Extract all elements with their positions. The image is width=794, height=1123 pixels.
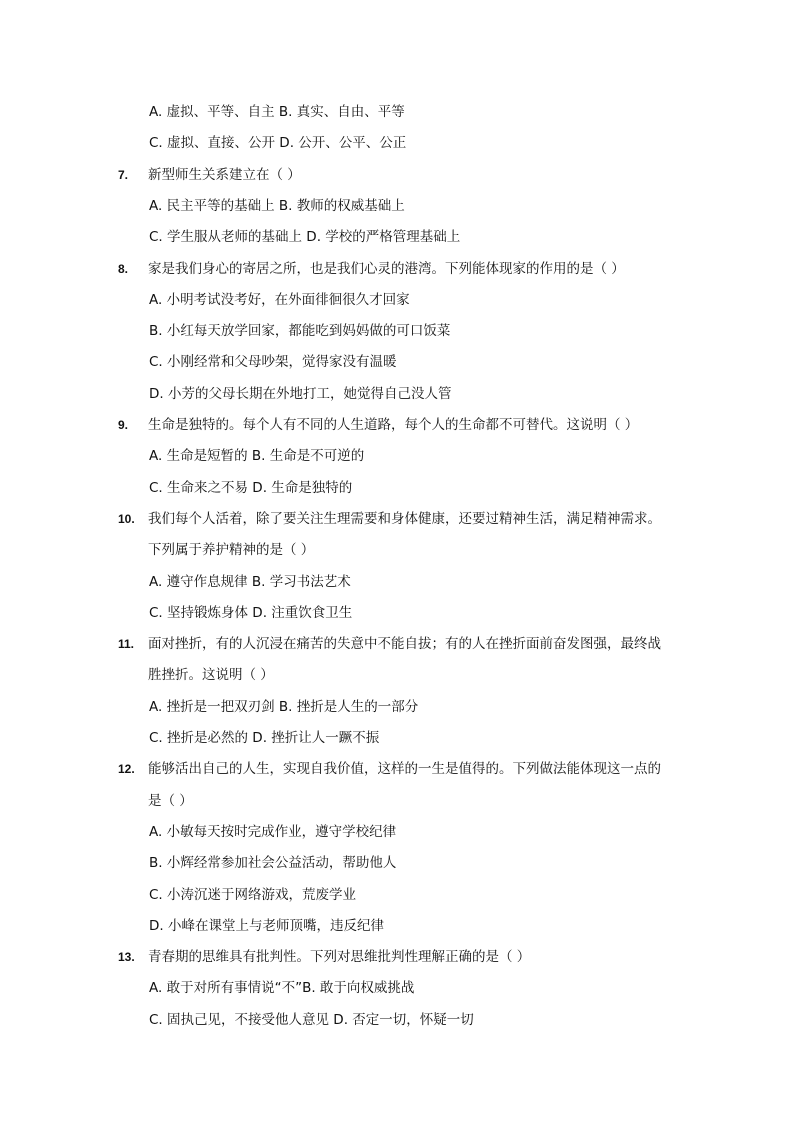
answer-options: A. 遵守作息规律 B. 学习书法艺术	[149, 574, 351, 590]
question-text: 生命是独特的。每个人有不同的人生道路，每个人的生命都不可替代。这说明（ ）	[148, 417, 639, 433]
answer-options: C. 固执己见，不接受他人意见 D. 否定一切，怀疑一切	[149, 1012, 474, 1028]
question-number: 11.	[118, 637, 135, 651]
answer-options: A. 挫折是一把双刃剑 B. 挫折是人生的一部分	[149, 699, 419, 715]
question-number: 9.	[118, 418, 129, 432]
answer-options: B. 小红每天放学回家，都能吃到妈妈做的可口饭菜	[149, 323, 451, 339]
answer-options: A. 敢于对所有事情说“不”B. 敢于向权威挑战	[149, 980, 415, 996]
answer-options: B. 小辉经常参加社会公益活动，帮助他人	[149, 855, 397, 871]
question-number: 7.	[118, 168, 129, 182]
answer-options: C. 挫折是必然的 D. 挫折让人一蹶不振	[149, 730, 380, 746]
question-text: 青春期的思维具有批判性。下列对思维批判性理解正确的是（ ）	[148, 949, 531, 965]
question-text: 面对挫折，有的人沉浸在痛苦的失意中不能自拔；有的人在挫折面前奋发图强，最终战	[148, 636, 661, 652]
question-text-continued: 下列属于养护精神的是（ ）	[148, 542, 315, 558]
answer-options: A. 民主平等的基础上 B. 教师的权威基础上	[149, 198, 405, 214]
answer-options: C. 学生服从老师的基础上 D. 学校的严格管理基础上	[149, 229, 461, 245]
answer-options: C. 虚拟、直接、公开 D. 公开、公平、公正	[149, 135, 407, 151]
answer-options: A. 虚拟、平等、自主 B. 真实、自由、平等	[149, 104, 405, 120]
question-number: 13.	[118, 950, 135, 964]
question-text-continued: 胜挫折。这说明（ ）	[148, 667, 274, 683]
answer-options: A. 小明考试没考好，在外面徘徊很久才回家	[149, 292, 410, 308]
answer-options: A. 小敏每天按时完成作业，遵守学校纪律	[149, 824, 397, 840]
answer-options: C. 小涛沉迷于网络游戏，荒废学业	[149, 887, 357, 903]
question-text: 家是我们身心的寄居之所，也是我们心灵的港湾。下列能体现家的作用的是（ ）	[148, 261, 625, 277]
answer-options: C. 生命来之不易 D. 生命是独特的	[149, 480, 353, 496]
question-text: 能够活出自己的人生，实现自我价值，这样的一生是值得的。下列做法能体现这一点的	[148, 761, 661, 777]
answer-options: C. 坚持锻炼身体 D. 注重饮食卫生	[149, 605, 353, 621]
answer-options: C. 小刚经常和父母吵架，觉得家没有温暖	[149, 354, 397, 370]
question-number: 8.	[118, 262, 129, 276]
answer-options: A. 生命是短暂的 B. 生命是不可逆的	[149, 448, 365, 464]
question-text: 我们每个人活着，除了要关注生理需要和身体健康，还要过精神生活，满足精神需求。	[148, 511, 661, 527]
answer-options: D. 小芳的父母长期在外地打工，她觉得自己没人管	[149, 386, 452, 402]
question-number: 10.	[118, 512, 135, 526]
answer-options: D. 小峰在课堂上与老师顶嘴，违反纪律	[149, 918, 384, 934]
question-text-continued: 是（ ）	[148, 793, 193, 809]
question-text: 新型师生关系建立在（ ）	[148, 167, 301, 183]
question-number: 12.	[118, 762, 135, 776]
